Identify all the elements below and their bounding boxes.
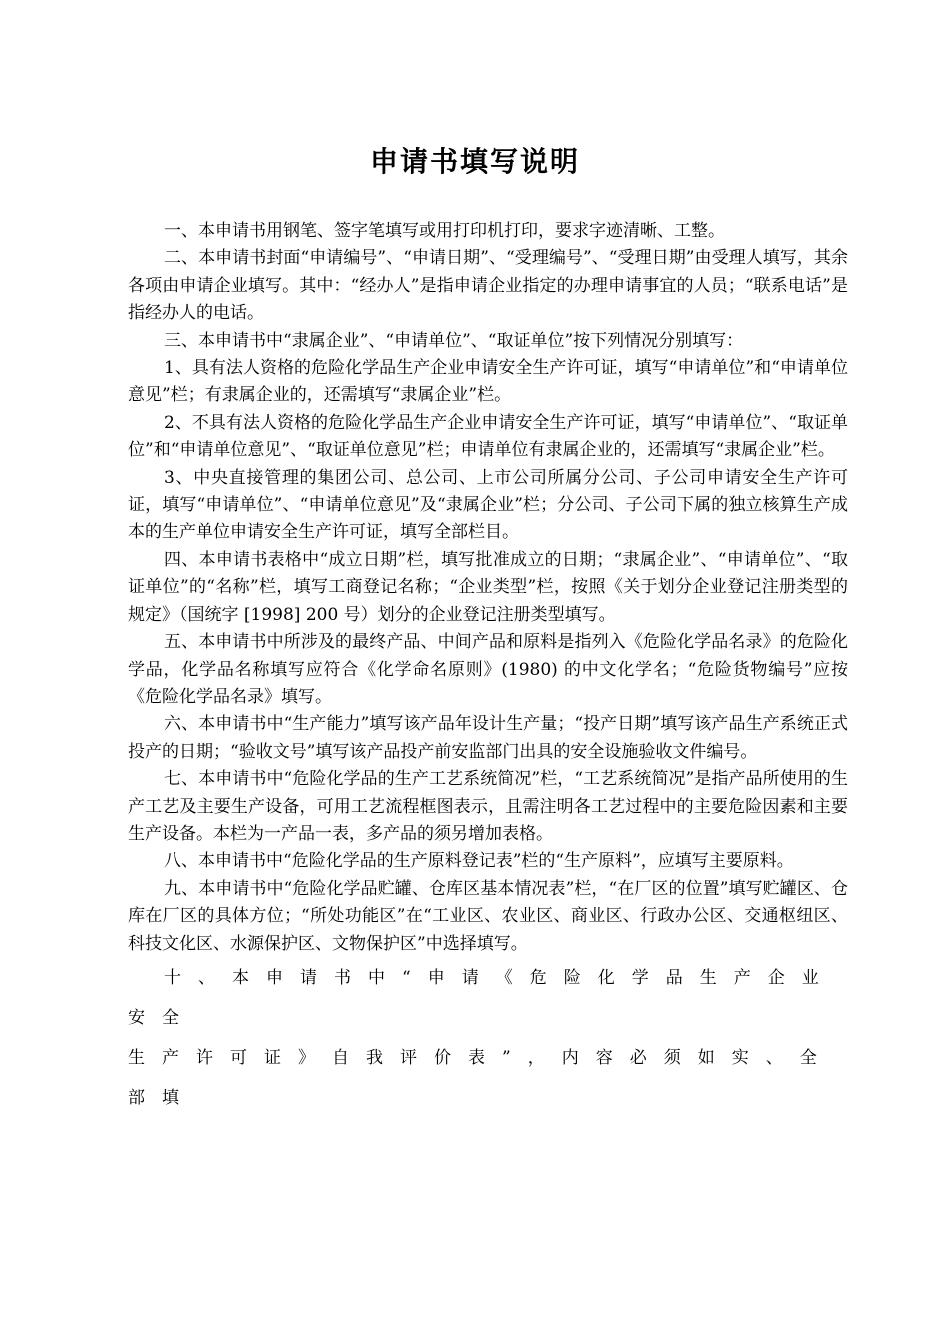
- paragraph-7: 七、本申请书中“危险化学品的生产工艺系统简况”栏，“工艺系统简况”是指产品所使用的生产工艺及主要生产设备，可用工艺流程框图表示，且需注明各工艺过程中的主要危险因素和主要生产设备。本栏为一产品一表，多产品的须另增加表格。: [128, 769, 848, 844]
- paragraph-10-line-2: 生产许可证》自我评价表”，内容必须如实、全部填: [128, 1047, 834, 1108]
- paragraph-6: 六、本申请书中“生产能力”填写该产品年设计生产量；“投产日期”填写该产品生产系统正式投产的日期；“验收文号”填写该产品投产前安监部门出具的安全设施验收文件编号。: [128, 714, 848, 762]
- paragraph-1: 一、本申请书用钢笔、签字笔填写或用打印机打印，要求字迹清晰、工整。: [164, 221, 725, 241]
- paragraph-2: 二、本申请书封面“申请编号”、“申请日期”、“受理编号”、“受理日期”由受理人填写，其余各项由申请企业填写。其中：“经办人”是指申请企业指定的办理申请事宜的人员；“联系电话”是指经办人的电话。: [128, 248, 848, 324]
- instructions-body: [128, 218, 848, 1118]
- paragraph-3-3: 3、中央直接管理的集团公司、总公司、上市公司所属分公司、子公司申请安全生产许可证，填写“申请单位”、“申请单位意见”及“隶属企业”栏；分公司、子公司下属的独立核算生产成本的生产单位申请安全生产许可证，填写全部栏目。: [128, 467, 848, 543]
- paragraph-4: 四、本申请书表格中“成立日期”栏，填写批准成立的日期；“隶属企业”、“申请单位”、“取证单位”的“名称”栏，填写工商登记名称；“企业类型”栏，按照《关于划分企业登记注册类型的规定》（国统字 [1998] 200 号）划分的企业登记注册类型填写。: [128, 549, 848, 625]
- paragraph-5: 五、本申请书中所涉及的最终产品、中间产品和原料是指列入《危险化学品名录》的危险化学品，化学品名称填写应符合《化学命名原则》(1980) 的中文化学名；“危险货物编号”应按《危险化学品名录》填写。: [128, 632, 848, 707]
- paragraph-3-1: 1、具有法人资格的危险化学品生产企业申请安全生产许可证，填写“申请单位”和“申请单位意见”栏；有隶属企业的，还需填写“隶属企业”栏。: [128, 358, 848, 406]
- paragraph-3-2: 2、不具有法人资格的危险化学品生产企业申请安全生产许可证，填写“申请单位”、“取证单位”和“申请单位意见”、“取证单位意见”栏；申请单位有隶属企业的，还需填写“隶属企业”栏。: [128, 412, 848, 461]
- page-title: 申请书填写说明: [369, 145, 580, 178]
- paragraph-10-line-1: 十、本申请书中“申请《危险化学品生产企业安全: [128, 967, 836, 1028]
- paragraph-8: 八、本申请书中“危险化学品的生产原料登记表”栏的“生产原料”，应填写主要原料。: [164, 851, 794, 872]
- paragraph-3: 三、本申请书中“隶属企业”、“申请单位”、“取证单位”按下列情况分别填写：: [164, 330, 744, 351]
- paragraph-9: 九、本申请书中“危险化学品贮罐、仓库区基本情况表”栏，“在厂区的位置”填写贮罐区、仓库在厂区的具体方位；“所处功能区”在“工业区、农业区、商业区、行政办公区、交通枢纽区、科技文化区、水源保护区、文物保护区”中选择填写。: [128, 878, 848, 954]
